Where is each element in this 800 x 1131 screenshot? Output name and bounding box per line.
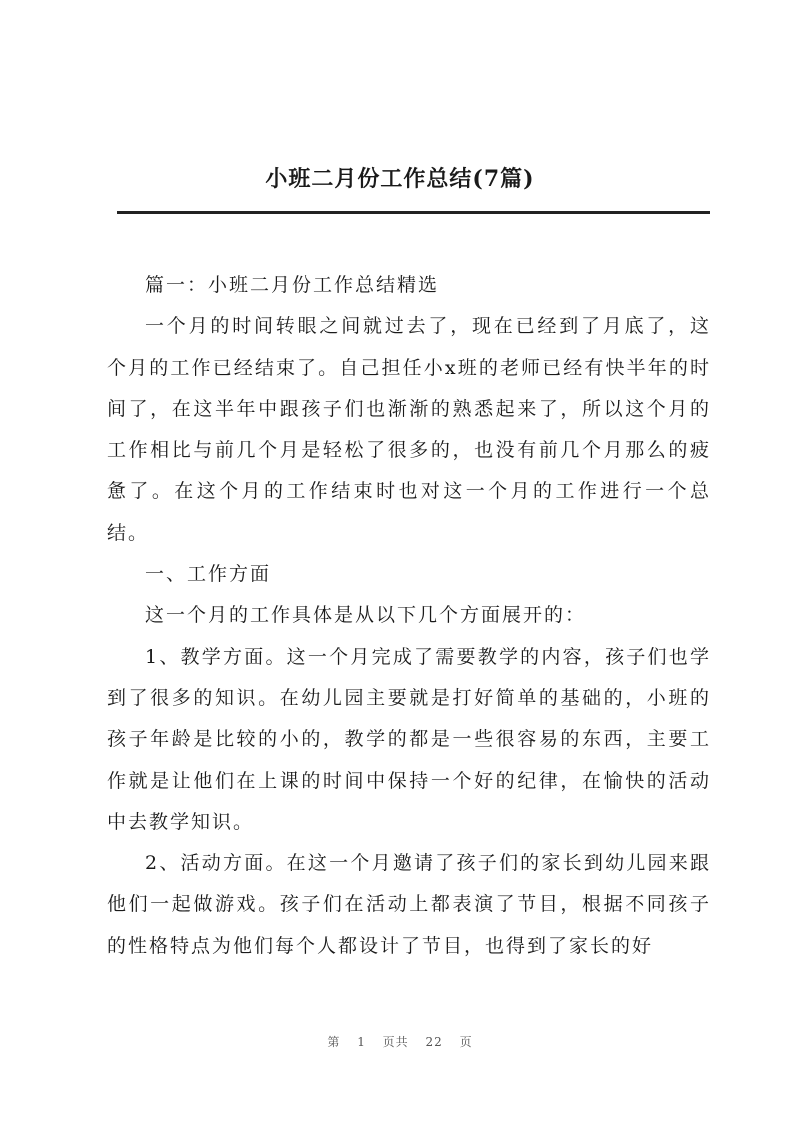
body-paragraph: 一个月的时间转眼之间就过去了，现在已经到了月底了，这个月的工作已经结束了。自己担任小x班的老师已经有快半年的时间了，在这半年中跟孩子们也渐渐的熟悉起来了，所以这个月的工作相比与前几个月是轻松了很多的，也没有前几个月那么的疲惫了。在这个月的工作结束时也对这一个月的工作进行一个总结。 (107, 315, 711, 544)
document-body (107, 265, 711, 967)
footer-suffix: 页 (459, 1035, 473, 1049)
total-pages: 22 (425, 1035, 443, 1049)
page-number: 1 (357, 1035, 366, 1049)
document-title: 小班二月份工作总结(7篇) (265, 166, 535, 192)
body-paragraph: 这一个月的工作具体是从以下几个方面展开的： (145, 604, 587, 627)
title-underline (117, 211, 710, 214)
page-footer (0, 1033, 800, 1050)
footer-middle: 页共 (382, 1035, 409, 1049)
section-heading: 篇一：小班二月份工作总结精选 (145, 274, 440, 296)
subsection-heading: 一、工作方面 (145, 563, 272, 586)
body-paragraph: 1、教学方面。这一个月完成了需要教学的内容，孩子们也学到了很多的知识。在幼儿园主要就是打好简单的基础的，小班的孩子年龄是比较的小的，教学的都是一些很容易的东西，主要工作就是让他们在上课的时间中保持一个好的纪律，在愉快的活动中去教学知识。 (107, 645, 711, 833)
footer-prefix: 第 (327, 1035, 341, 1049)
body-paragraph: 2、活动方面。在这一个月邀请了孩子们的家长到幼儿园来跟他们一起做游戏。孩子们在活动上都表演了节目，根据不同孩子的性格特点为他们每个人都设计了节目，也得到了家长的好 (107, 852, 711, 957)
